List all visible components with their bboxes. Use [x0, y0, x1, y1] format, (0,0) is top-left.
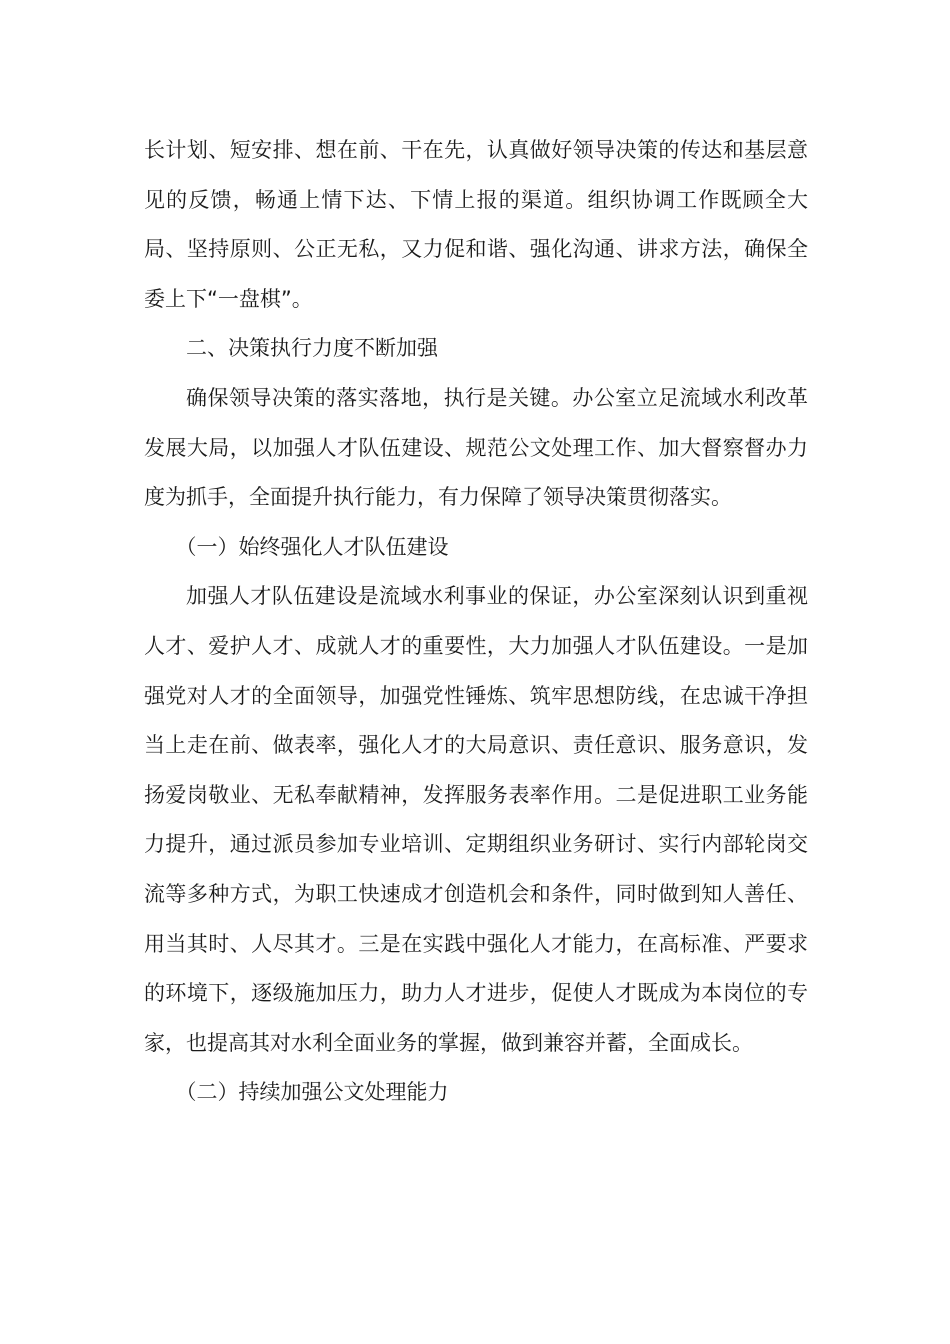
subsection-heading-1: （一）始终强化人才队伍建设 [175, 534, 449, 559]
document-body [144, 126, 808, 1118]
paragraph-continuation: 长计划、短安排、想在前、干在先，认真做好领导决策的传达和基层意见的反馈，畅通上情下达、下情上报的渠道。组织协调工作既顾全大局、坚持原则、公正无私，又力促和谐、强化沟通、讲求方法，确保全委上下“一盘棋”。 [144, 138, 808, 311]
paragraph-decision-execution: 确保领导决策的落实落地，执行是关键。办公室立足流域水利改革发展大局，以加强人才队伍建设、规范公文处理工作、加大督察督办力度为抓手，全面提升执行能力，有力保障了领导决策贯彻落实。 [144, 385, 808, 510]
subsection-heading-2: （二）持续加强公文处理能力 [175, 1080, 449, 1105]
section-heading-2: 二、决策执行力度不断加强 [186, 336, 438, 361]
paragraph-talent-building: 加强人才队伍建设是流域水利事业的保证，办公室深刻认识到重视人才、爱护人才、成就人才的重要性，大力加强人才队伍建设。一是加强党对人才的全面领导，加强党性锤炼、筑牢思想防线，在忠诚干净担当上走在前、做表率，强化人才的大局意识、责任意识、服务意识，发扬爱岗敬业、无私奉献精神，发挥服务表率作用。二是促进职工业务能力提升，通过派员参加专业培训、定期组织业务研讨、实行内部轮岗交流等多种方式，为职工快速成才创造机会和条件，同时做到知人善任、用当其时、人尽其才。三是在实践中强化人才能力，在高标准、严要求的环境下，逐级施加压力，助力人才进步，促使人才既成为本岗位的专家，也提高其对水利全面业务的掌握，做到兼容并蓄，全面成长。 [144, 584, 808, 1055]
